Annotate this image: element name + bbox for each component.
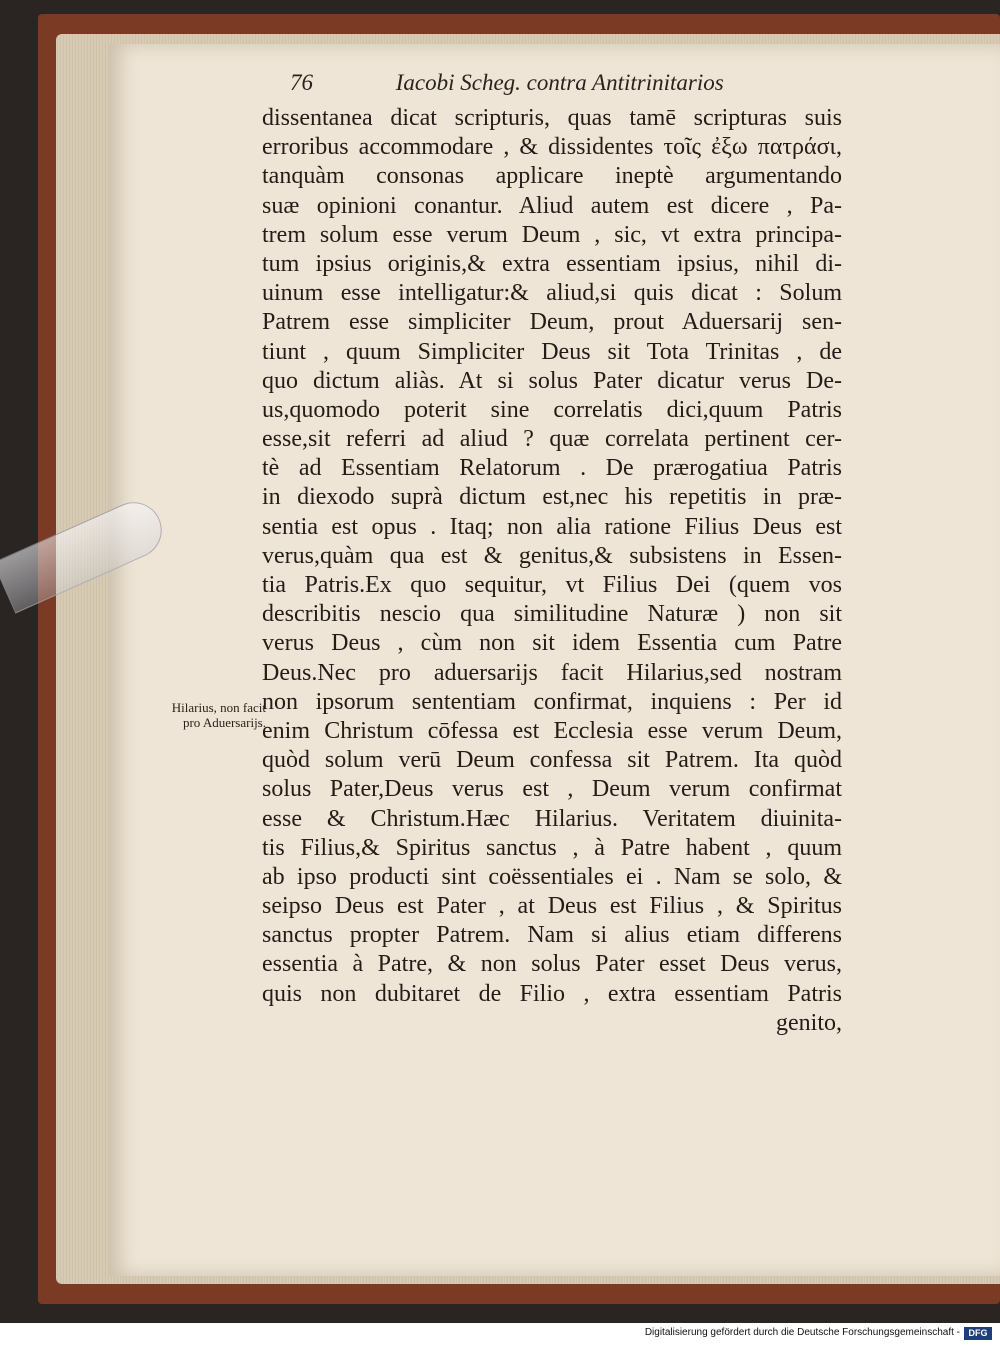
text-line: tum ipsius originis,& extra essentiam ipsius, nihil di- <box>262 250 842 277</box>
text-line: suæ opinioni conantur. Aliud autem est dicere , Pa- <box>262 192 842 219</box>
text-line: tè ad Essentiam Relatorum . De prærogatiua Patris <box>262 455 842 482</box>
marginal-note <box>138 700 266 730</box>
text-line: verus,quàm qua est & genitus,& subsistens in Essen- <box>262 542 842 569</box>
text-line: Deus.Nec pro aduersarijs facit Hilarius,sed nostram <box>262 659 842 686</box>
dfg-logo-icon: DFG <box>964 1327 992 1340</box>
body-text <box>262 104 842 1038</box>
text-line: Patrem esse simpliciter Deum, prout Aduersarij sen- <box>262 309 842 336</box>
marginal-note-line: pro Aduersarijs. <box>182 715 266 730</box>
text-line: genito, <box>776 1009 842 1036</box>
text-line: quis non dubitaret de Filio , extra essentiam Patris <box>262 980 842 1007</box>
text-line: esse & Christum.Hæc Hilarius. Veritatem diuinita- <box>262 805 842 832</box>
text-line: dissentanea dicat scripturis, quas tamē scripturas suis <box>262 105 842 131</box>
text-line: sanctus propter Patrem. Nam si alius etiam differens <box>262 922 842 949</box>
footer-credit: Digitalisierung gefördert durch die Deutsche Forschungsgemeinschaft - <box>644 1327 960 1338</box>
text-line: us,quomodo poterit sine correlatis dici,quum Patris <box>262 396 842 423</box>
text-line: tia Patris.Ex quo sequitur, vt Filius Dei (quem vos <box>262 572 842 598</box>
text-line: solus Pater,Deus verus est , Deum verum confirmat <box>262 776 842 803</box>
text-line: ab ipso producti sint coëssentiales ei . Nam se solo, & <box>262 863 842 890</box>
text-line: non ipsorum sententiam confirmat, inquiens : Per id <box>262 688 842 715</box>
text-line: seipso Deus est Pater , at Deus est Filius , & Spiritus <box>262 893 842 920</box>
text-line: quo dictum aliàs. At si solus Pater dicatur verus De- <box>262 367 842 394</box>
page-number: 76 <box>290 70 313 95</box>
text-line: erroribus accommodare , & dissidentes τοῖς ἐξω πατράσι, <box>262 134 842 161</box>
marginal-note-line: Hilarius, non facit <box>171 700 266 715</box>
running-title: Iacobi Scheg. contra Antitrinitarios <box>395 70 724 95</box>
text-line: tanquàm consonas applicare ineptè argumentando <box>262 163 842 190</box>
text-line: quòd solum verū Deum confessa sit Patrem. Ita quòd <box>262 747 842 774</box>
running-head <box>290 70 850 96</box>
text-line: tiunt , quum Simpliciter Deus sit Tota Trinitas , de <box>262 338 842 365</box>
text-line: describitis nescio qua similitudine Naturæ ) non sit <box>262 601 842 628</box>
text-line: tis Filius,& Spiritus sanctus , à Patre habent , quum <box>262 834 842 861</box>
text-line: esse,sit referri ad aliud ? quæ correlata pertinent cer- <box>262 426 842 453</box>
text-line: sentia est opus . Itaq; non alia ratione Filius Deus est <box>262 513 842 540</box>
text-line: verus Deus , cùm non sit idem Essentia cum Patre <box>262 630 842 657</box>
text-line: in diexodo suprà dictum est,nec his repetitis in præ- <box>262 484 842 511</box>
text-line: uinum esse intelligatur:& aliud,si quis dicat : Solum <box>262 280 842 307</box>
footer-bar <box>0 1323 1000 1345</box>
text-line: trem solum esse verum Deum , sic, vt extra principa- <box>262 221 842 248</box>
text-line: essentia à Patre, & non solus Pater esset Deus verus, <box>262 951 842 978</box>
text-line: enim Christum cōfessa est Ecclesia esse verum Deum, <box>262 717 842 744</box>
